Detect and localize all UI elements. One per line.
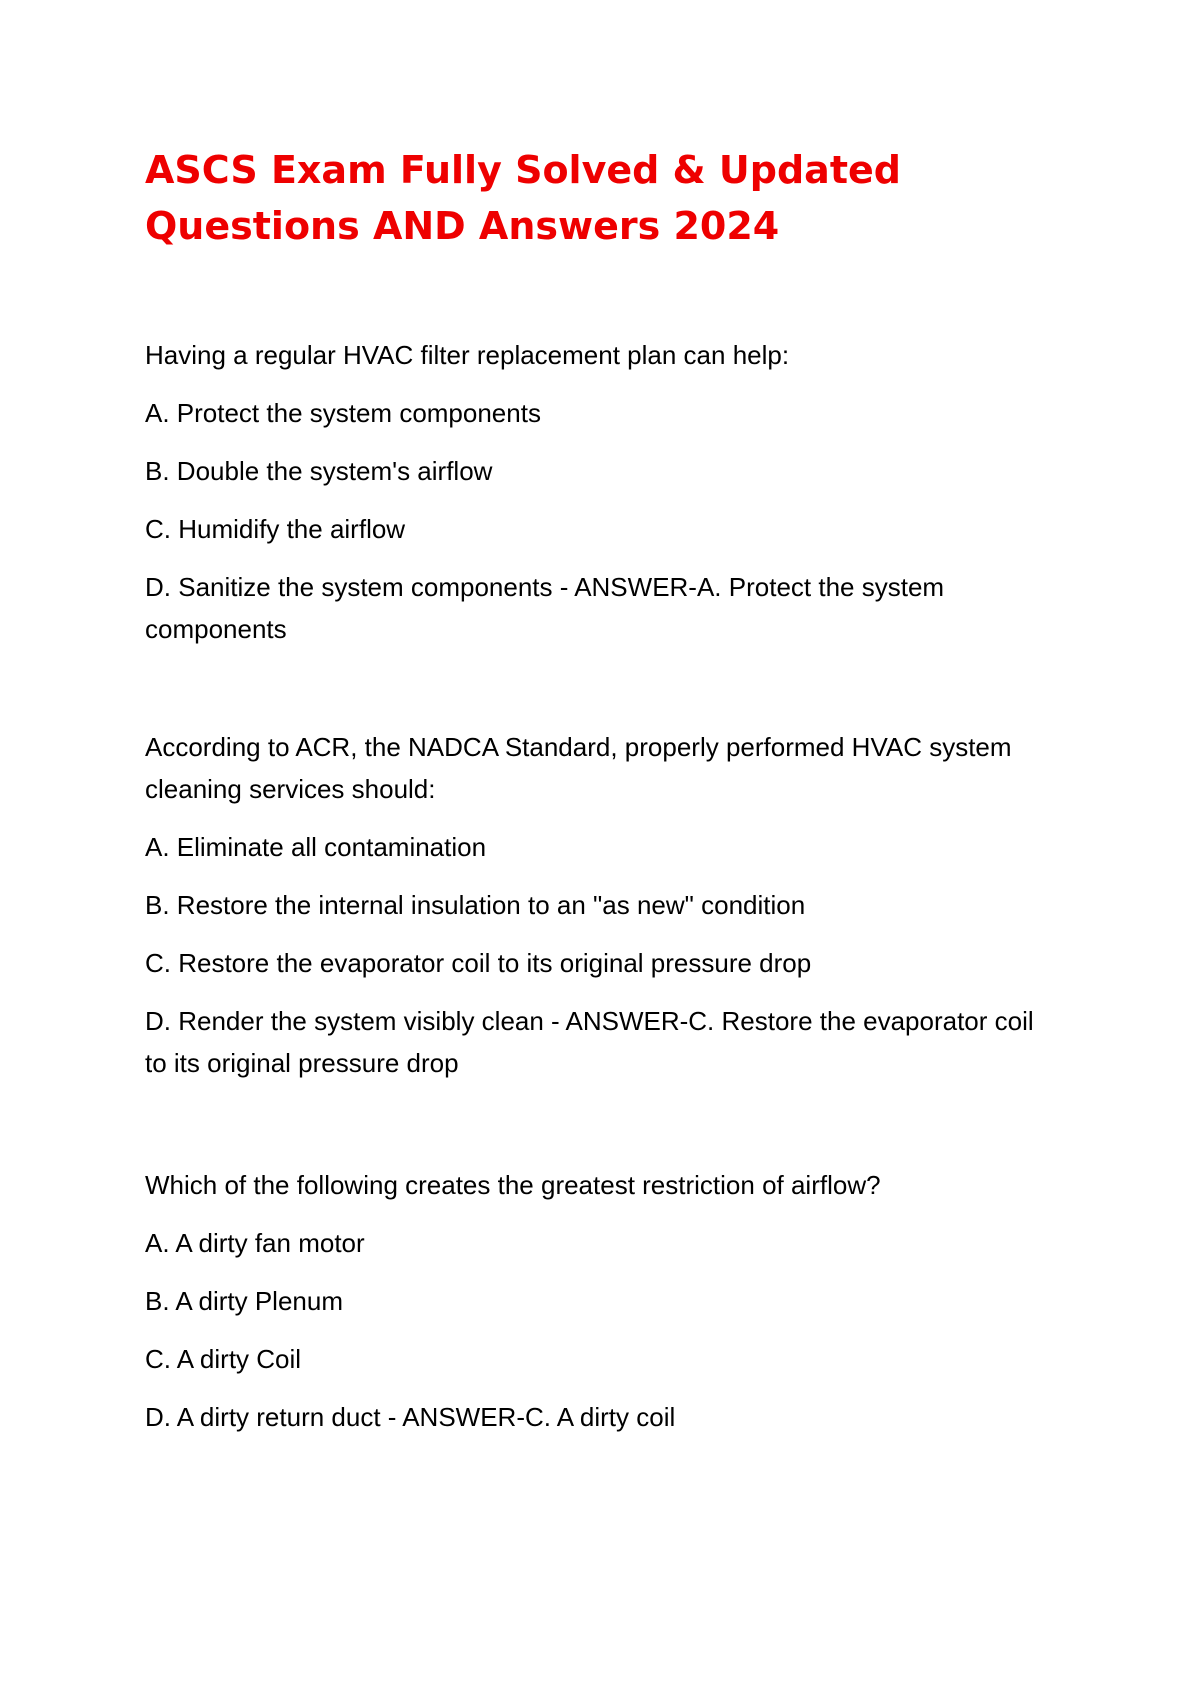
answer-option-c: C. Restore the evaporator coil to its original pressure drop <box>145 948 812 978</box>
question-stem: According to ACR, the NADCA Standard, properly performed HVAC system cleaning services should: <box>145 732 1012 804</box>
question-block <box>145 1164 1045 1454</box>
answer-option-a: A. A dirty fan motor <box>145 1228 365 1258</box>
answer-option-a: A. Protect the system components <box>145 398 541 428</box>
answer-option-d: D. Sanitize the system components - ANSWER-A. Protect the system components <box>145 572 945 644</box>
answer-option-b: B. Restore the internal insulation to an "as new" condition <box>145 890 806 920</box>
answer-option-d: D. Render the system visibly clean - ANSWER-C. Restore the evaporator coil to its original pressure drop <box>145 1006 1034 1078</box>
answer-option-c: C. Humidify the airflow <box>145 514 406 544</box>
question-block <box>145 334 1045 666</box>
answer-option-d: D. A dirty return duct - ANSWER-C. A dirty coil <box>145 1402 676 1432</box>
answer-option-b: B. Double the system's airflow <box>145 456 493 486</box>
question-block <box>145 726 1045 1100</box>
answer-option-c: C. A dirty Coil <box>145 1344 302 1374</box>
question-stem: Having a regular HVAC filter replacement plan can help: <box>145 340 790 370</box>
answer-option-b: B. A dirty Plenum <box>145 1286 343 1316</box>
document-title: ASCS Exam Fully Solved & Updated Questions AND Answers 2024 <box>145 148 901 248</box>
answer-option-a: A. Eliminate all contamination <box>145 832 487 862</box>
question-stem: Which of the following creates the greatest restriction of airflow? <box>145 1170 881 1200</box>
